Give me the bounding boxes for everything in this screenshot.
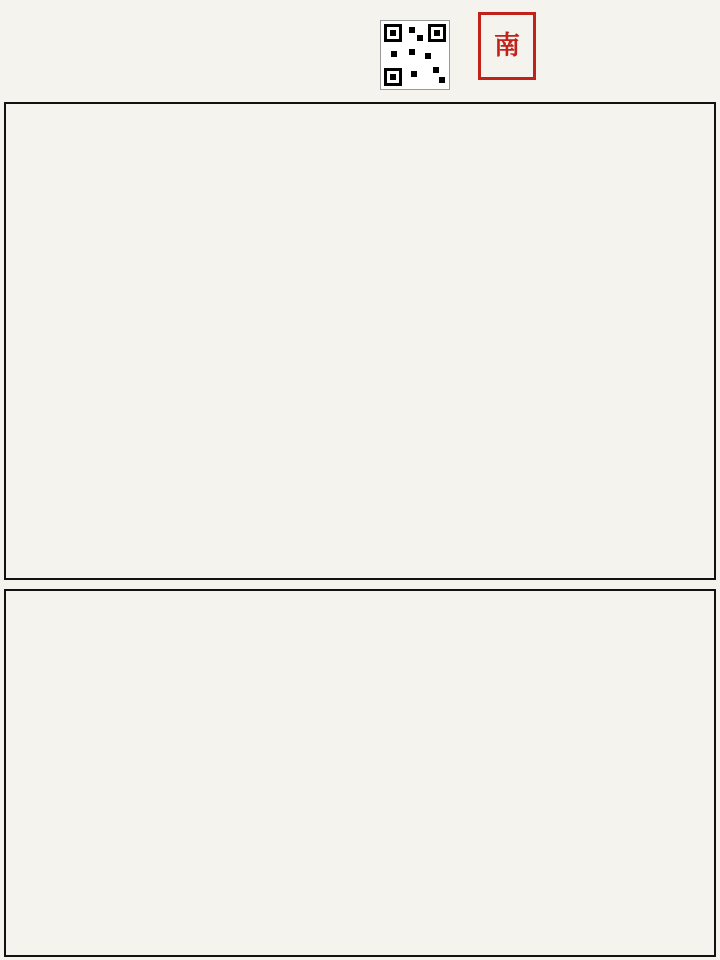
qr-code-icon — [380, 20, 450, 90]
seal-stamp-icon: 南 — [478, 12, 536, 80]
pillars-grid — [4, 102, 716, 580]
header — [0, 0, 720, 102]
yearly-grid — [4, 589, 716, 957]
